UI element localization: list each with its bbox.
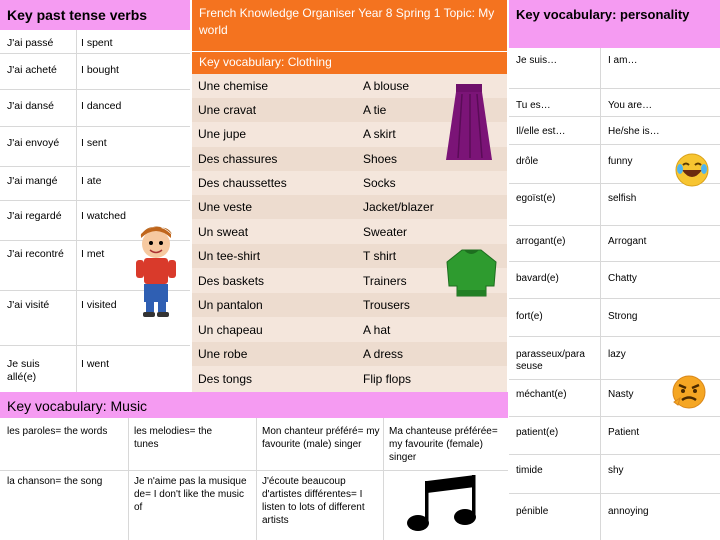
clothing-fr: Des tongs: [198, 372, 253, 386]
pers-en: He/she is…: [608, 126, 660, 137]
pers-en: funny: [608, 156, 633, 167]
music-title: Key vocabulary: Music: [0, 392, 508, 418]
past-fr: J'ai passé: [7, 37, 54, 49]
past-en: I went: [81, 358, 110, 370]
past-en: I sent: [81, 137, 107, 149]
pers-en: annoying: [608, 506, 649, 517]
divider: [509, 225, 720, 226]
divider: [509, 454, 720, 455]
divider: [509, 88, 720, 89]
past-fr: J'ai regardé: [7, 210, 62, 222]
clothing-en: Shoes: [363, 152, 398, 166]
pers-fr: patient(e): [516, 427, 559, 438]
pers-en: Nasty: [608, 389, 634, 400]
music-cell: J'écoute beaucoup d'artistes différentes= I listen to lots of different artists: [262, 476, 365, 526]
pers-en: Arrogant: [608, 236, 647, 247]
clothing-fr: Des baskets: [198, 274, 265, 288]
past-fr: J'ai visité: [7, 299, 50, 311]
divider: [0, 345, 190, 346]
past-fr: J'ai envoyé: [7, 137, 60, 149]
music-panel: [0, 418, 508, 540]
music-cell: les paroles= the words: [7, 426, 108, 437]
divider: [509, 144, 720, 145]
past-en: I danced: [81, 100, 122, 112]
music-cell: Ma chanteuse préférée= my favourite (female) singer: [389, 426, 498, 463]
pers-fr: Je suis…: [516, 55, 558, 66]
past-fr: J'ai dansé: [7, 100, 54, 112]
clothing-en: Sweater: [363, 225, 408, 239]
pers-fr: timide: [516, 465, 543, 476]
clothing-fr: Un chapeau: [198, 323, 263, 337]
clothing-en: Socks: [363, 176, 396, 190]
clothing-en: A dress: [363, 347, 404, 361]
divider: [0, 126, 190, 127]
pers-en: shy: [608, 465, 624, 476]
past-tense-title: Key past tense verbs: [0, 0, 190, 30]
music-cell: Je n'aime pas la musique de= I don't like the music of: [134, 476, 247, 513]
past-en: I spent: [81, 37, 113, 49]
pers-fr: Tu es…: [516, 100, 551, 111]
clothing-row: [192, 342, 507, 366]
clothing-row: [192, 195, 507, 219]
clothing-fr: Une jupe: [198, 127, 247, 141]
past-tense-panel: [0, 0, 190, 396]
divider: [0, 470, 508, 471]
clothing-row: [192, 171, 507, 195]
divider: [0, 200, 190, 201]
divider: [600, 48, 601, 540]
pers-en: selfish: [608, 193, 637, 204]
past-fr: J'ai recontré: [7, 248, 64, 260]
clothing-fr: Des chaussettes: [198, 176, 287, 190]
sweater-icon: [444, 246, 499, 298]
divider: [509, 336, 720, 337]
clothing-panel: [192, 74, 507, 392]
pers-fr: fort(e): [516, 311, 543, 322]
divider: [128, 418, 129, 540]
boy-cartoon-icon: [128, 218, 184, 318]
music-cell: Mon chanteur préféré= my favourite (male) singer: [262, 426, 380, 450]
divider: [76, 30, 77, 396]
past-fr: Je suis allé(e): [7, 358, 40, 383]
clothing-en: Flip flops: [363, 372, 412, 386]
past-en: I watched: [81, 210, 126, 222]
clothing-fr: Une cravat: [198, 103, 257, 117]
divider: [509, 416, 720, 417]
music-cell: la chanson= the song: [7, 476, 103, 487]
pers-fr: Il/elle est…: [516, 126, 566, 137]
past-en: I visited: [81, 299, 117, 311]
past-en: I ate: [81, 175, 102, 187]
clothing-fr: Une veste: [198, 200, 253, 214]
pers-en: You are…: [608, 100, 653, 111]
clothing-row: [192, 220, 507, 244]
pers-fr: pénible: [516, 506, 549, 517]
divider: [509, 298, 720, 299]
divider: [509, 493, 720, 494]
pers-fr: drôle: [516, 156, 539, 167]
personality-panel: [509, 0, 720, 540]
clothing-en: A skirt: [363, 127, 396, 141]
pers-fr: arrogant(e): [516, 236, 566, 247]
divider: [509, 261, 720, 262]
divider: [256, 418, 257, 540]
music-notes-icon: [405, 473, 485, 535]
organiser-title: French Knowledge Organiser Year 8 Spring 1 Topic: My world: [192, 0, 507, 51]
clothing-row: [192, 318, 507, 342]
clothing-en: A tie: [363, 103, 387, 117]
clothing-fr: Des chassures: [198, 152, 278, 166]
pers-en: lazy: [608, 349, 626, 360]
music-cell: les melodies= the tunes: [134, 426, 213, 450]
past-en: I met: [81, 248, 105, 260]
pers-en: Patient: [608, 427, 640, 438]
divider: [0, 89, 190, 90]
pers-en: I am…: [608, 55, 638, 66]
clothing-fr: Un pantalon: [198, 298, 263, 312]
personality-title: Key vocabulary: personality: [509, 0, 720, 48]
clothing-fr: Un sweat: [198, 225, 249, 239]
clothing-en: Trainers: [363, 274, 407, 288]
clothing-fr: Une chemise: [198, 79, 269, 93]
pers-en: Chatty: [608, 273, 637, 284]
past-fr: J'ai mangé: [7, 175, 58, 187]
skirt-icon: [444, 82, 494, 162]
clothing-en: Trousers: [363, 298, 410, 312]
clothing-en: T shirt: [363, 249, 397, 263]
clothing-row: [192, 367, 507, 391]
clothing-title: Key vocabulary: Clothing: [192, 52, 507, 74]
angry-emoji-icon: [669, 372, 709, 410]
pers-fr: méchant(e): [516, 389, 567, 400]
pers-fr: parasseux/para seuse: [516, 349, 585, 372]
clothing-fr: Un tee-shirt: [198, 249, 261, 263]
divider: [0, 53, 190, 54]
divider: [383, 418, 384, 540]
pers-fr: egoïst(e): [516, 193, 556, 204]
laughing-emoji-icon: [674, 152, 710, 188]
clothing-en: A blouse: [363, 79, 410, 93]
clothing-en: A hat: [363, 323, 391, 337]
divider: [0, 166, 190, 167]
divider: [509, 116, 720, 117]
pers-fr: bavard(e): [516, 273, 559, 284]
past-fr: J'ai acheté: [7, 64, 57, 76]
clothing-fr: Une robe: [198, 347, 248, 361]
past-en: I bought: [81, 64, 119, 76]
clothing-en: Jacket/blazer: [363, 200, 434, 214]
pers-en: Strong: [608, 311, 638, 322]
